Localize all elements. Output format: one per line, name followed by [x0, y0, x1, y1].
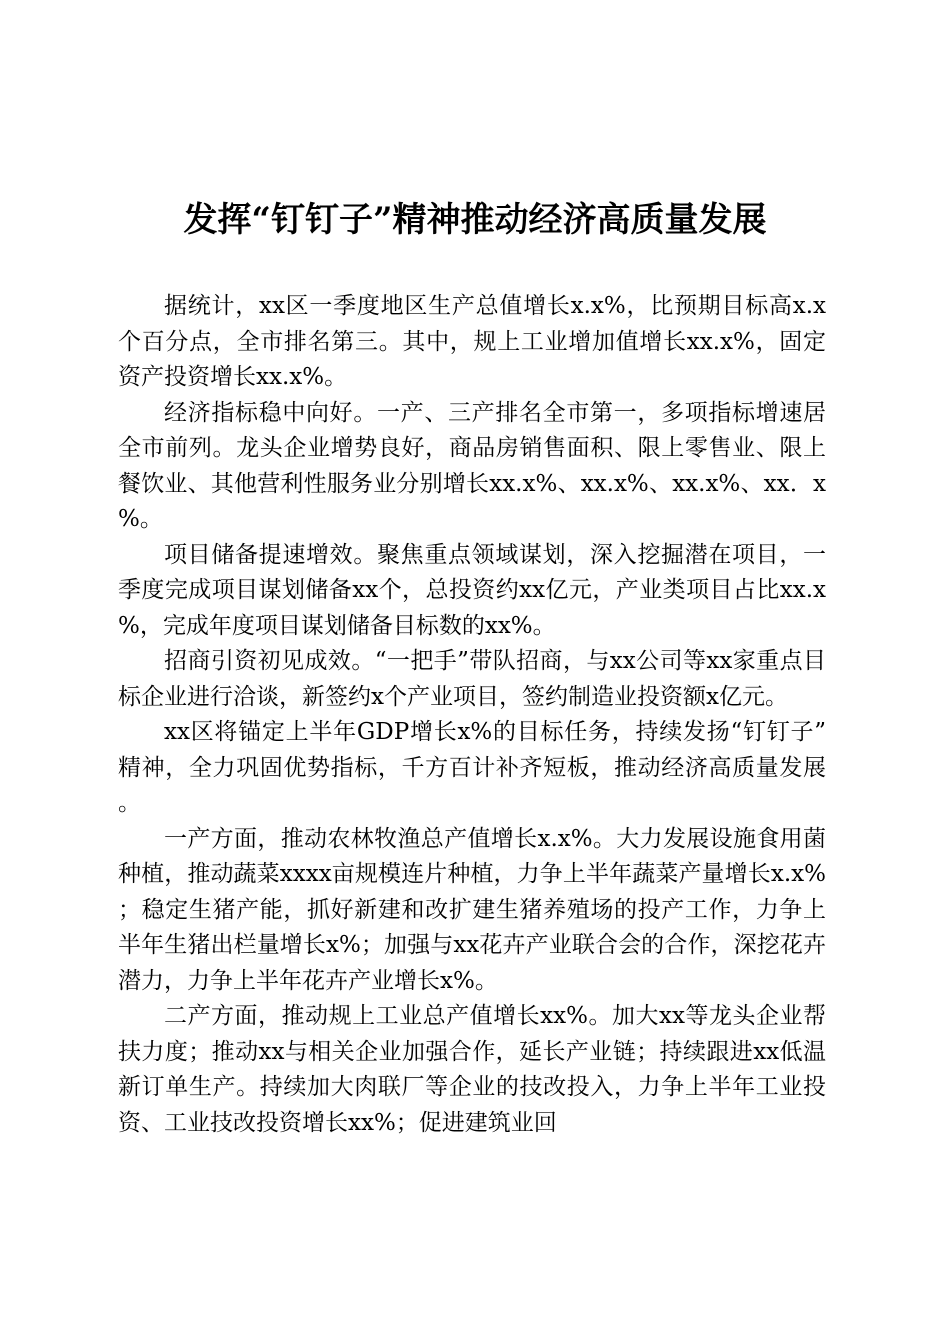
document-title: 发挥“钉钉子”精神推动经济高质量发展: [183, 200, 767, 240]
paragraph-primary-industry: 一产方面，推动农林牧渔总产值增长x.x%。大力发展设施食用菌种植，推动蔬菜xxxx亩规模连片种植，力争上半年蔬菜产量增长x.x%；稳定生猪产能，抓好新建和改扩建生猪养殖场的投产工作，力争上半年生猪出栏量增长x%；加强与xx花卉产业联合会的合作，深挖花卉潜力，力争上半年花卉产业增长x%。: [118, 825, 826, 994]
paragraph-secondary-industry: 二产方面，推动规上工业总产值增长xx%。加大xx等龙头企业帮扶力度；推动xx与相关企业加强合作，延长产业链；持续跟进xx低温新订单生产。持续加大肉联厂等企业的技改投入，力争上半年工业投资、工业技改投资增长xx%；促进建筑业回: [118, 1003, 826, 1136]
document-body: [118, 289, 826, 1141]
paragraph-economic-indicators: 经济指标稳中向好。一产、三产排名全市第一，多项指标增速居全市前列。龙头企业增势良好，商品房销售面积、限上零售业、限上餐饮业、其他营利性服务业分别增长xx.x%、xx.x%、xx.x%、xx．x%。: [118, 399, 826, 532]
paragraph-statistics: 据统计，xx区一季度地区生产总值增长x.x%，比预期目标高x.x个百分点，全市排名第三。其中，规上工业增加值增长xx.x%，固定资产投资增长xx.x%。: [118, 293, 826, 390]
paragraph-targets: xx区将锚定上半年GDP增长x%的目标任务，持续发扬“钉钉子”精神，全力巩固优势指标，千方百计补齐短板，推动经济高质量发展。: [118, 719, 826, 816]
paragraph-investment-attraction: 招商引资初见成效。“一把手”带队招商，与xx公司等xx家重点目标企业进行洽谈，新签约x个产业项目，签约制造业投资额x亿元。: [118, 648, 826, 710]
paragraph-project-reserve: 项目储备提速增效。聚焦重点领域谋划，深入挖掘潜在项目，一季度完成项目谋划储备xx个，总投资约xx亿元，产业类项目占比xx.x%，完成年度项目谋划储备目标数的xx%。: [118, 541, 826, 639]
